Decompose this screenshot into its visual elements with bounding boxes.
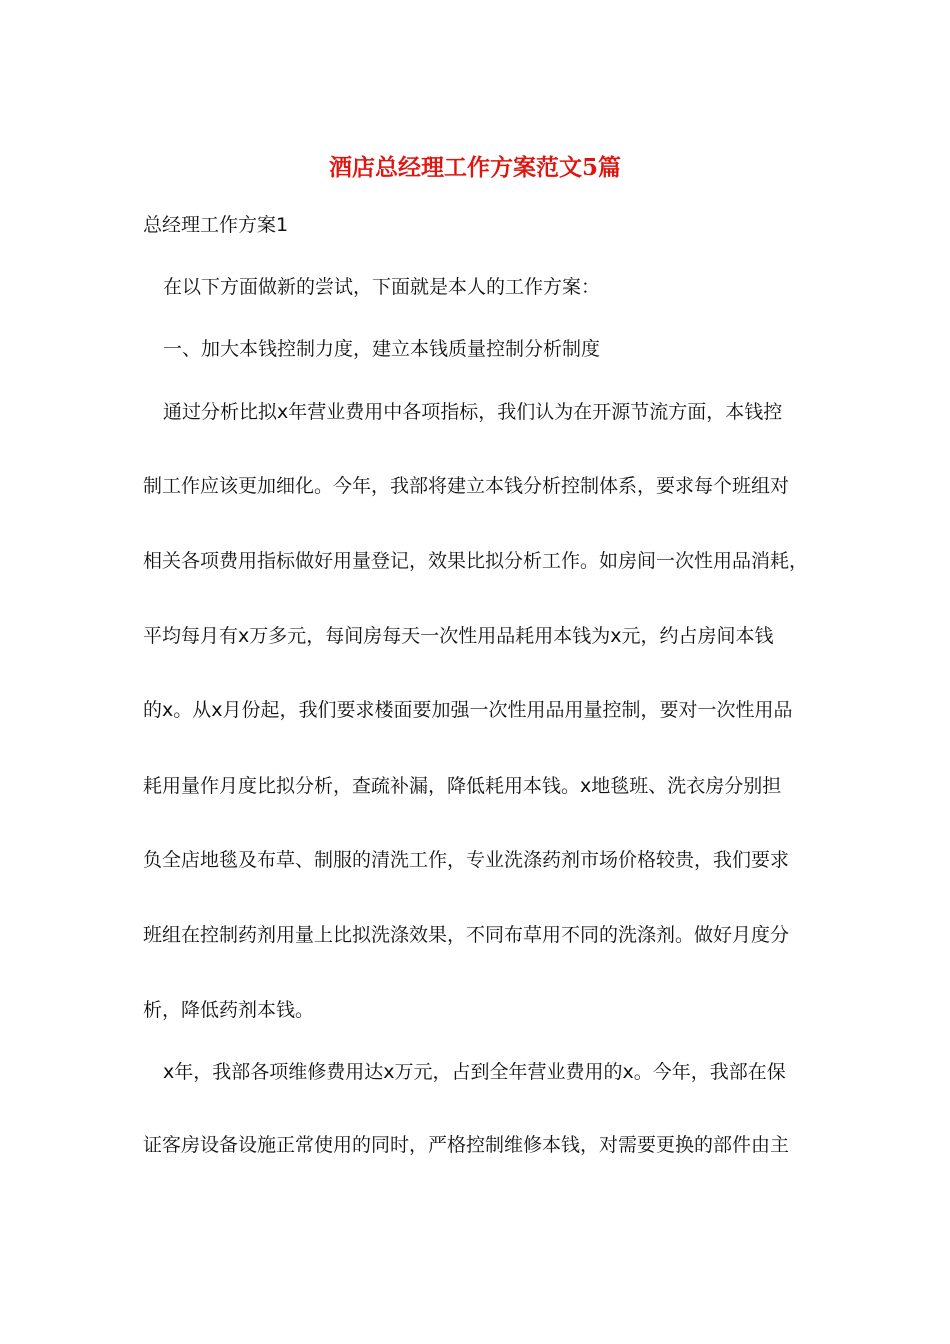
paragraph-line: 在以下方面做新的尝试，下面就是本人的工作方案： <box>163 276 601 298</box>
section-heading: 总经理工作方案1 <box>143 214 289 236</box>
document-title: 酒店总经理工作方案范文5篇 <box>328 154 621 181</box>
paragraph-line: 一、加大本钱控制力度，建立本钱质量控制分析制度 <box>163 338 601 360</box>
paragraph-line: 负全店地毯及布草、制服的清洗工作，专业洗涤药剂市场价格较贵，我们要求 <box>143 849 790 871</box>
paragraph-line: x年，我部各项维修费用达x万元，占到全年营业费用的x。今年，我部在保 <box>163 1061 786 1083</box>
paragraph-line: 的x。从x月份起，我们要求楼面要加强一次性用品用量控制，要对一次性用品 <box>143 699 793 721</box>
paragraph-line: 耗用量作月度比拟分析，查疏补漏，降低耗用本钱。x地毯班、洗衣房分别担 <box>143 775 782 797</box>
paragraph-line: 班组在控制药剂用量上比拟洗涤效果，不同布草用不同的洗涤剂。做好月度分 <box>143 924 790 946</box>
paragraph-line: 相关各项费用指标做好用量登记，效果比拟分析工作。如房间一次性用品消耗， <box>143 550 809 572</box>
paragraph-line: 析，降低药剂本钱。 <box>143 999 315 1021</box>
paragraph-line: 证客房设备设施正常使用的同时，严格控制维修本钱，对需要更换的部件由主 <box>143 1134 790 1156</box>
paragraph-line: 平均每月有x万多元，每间房每天一次性用品耗用本钱为x元，约占房间本钱 <box>143 625 774 647</box>
paragraph-line: 制工作应该更加细化。今年，我部将建立本钱分析控制体系，要求每个班组对 <box>143 475 790 497</box>
paragraph-line: 通过分析比拟x年营业费用中各项指标，我们认为在开源节流方面，本钱控 <box>163 401 783 423</box>
